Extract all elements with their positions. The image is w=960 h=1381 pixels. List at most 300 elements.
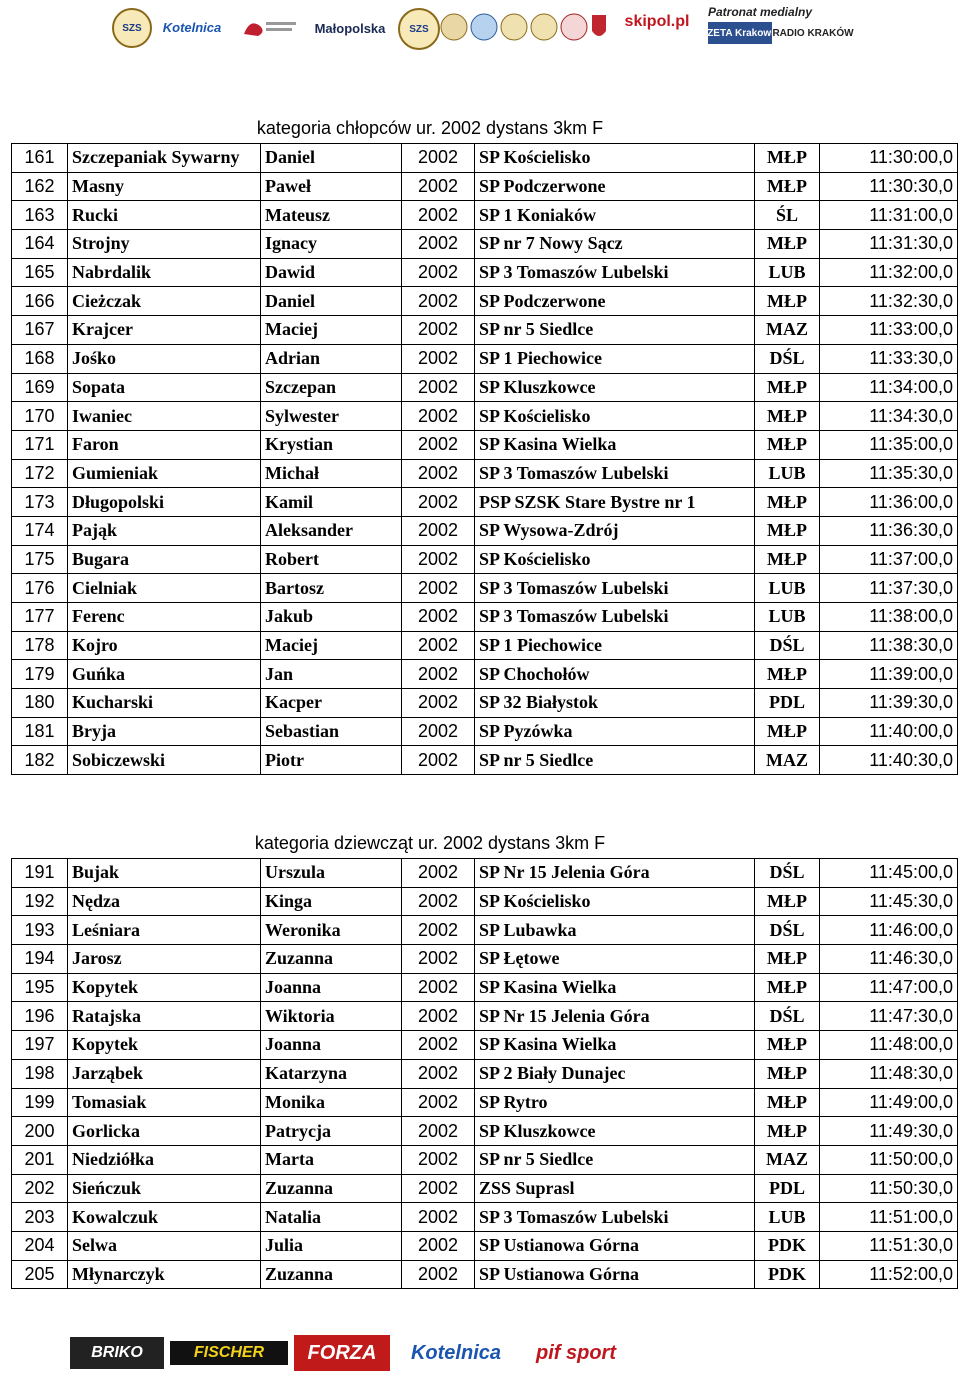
table-row (12, 1002, 958, 1031)
coat-of-arms-icons (440, 10, 610, 44)
start-time-cell: 11:50:30,0 (820, 1174, 958, 1203)
first-name-cell: Szczepan (261, 373, 402, 402)
surname-cell: Bugara (68, 545, 261, 574)
first-name-cell: Zuzanna (261, 945, 402, 974)
bib-number-cell: 201 (12, 1145, 68, 1174)
birth-year-cell: 2002 (402, 717, 475, 746)
surname-cell: Selwa (68, 1231, 261, 1260)
table-row (12, 1203, 958, 1232)
start-time-cell: 11:36:00,0 (820, 488, 958, 517)
surname-cell: Ratajska (68, 1002, 261, 1031)
first-name-cell: Urszula (261, 859, 402, 888)
table-row (12, 373, 958, 402)
birth-year-cell: 2002 (402, 1117, 475, 1146)
start-time-cell: 11:39:30,0 (820, 689, 958, 718)
start-time-cell: 11:30:30,0 (820, 172, 958, 201)
surname-cell: Długopolski (68, 488, 261, 517)
region-cell: DŚL (755, 1002, 820, 1031)
start-time-cell: 11:47:00,0 (820, 973, 958, 1002)
bib-number-cell: 161 (12, 144, 68, 173)
birth-year-cell: 2002 (402, 660, 475, 689)
start-time-cell: 11:34:00,0 (820, 373, 958, 402)
region-cell: MŁP (755, 1059, 820, 1088)
region-cell: MŁP (755, 660, 820, 689)
start-time-cell: 11:33:00,0 (820, 316, 958, 345)
bib-number-cell: 164 (12, 230, 68, 259)
table-row (12, 887, 958, 916)
first-name-cell: Zuzanna (261, 1260, 402, 1289)
first-name-cell: Robert (261, 545, 402, 574)
school-cell: SP 3 Tomaszów Lubelski (475, 258, 755, 287)
region-cell: MŁP (755, 545, 820, 574)
first-name-cell: Sylwester (261, 402, 402, 431)
start-time-cell: 11:31:00,0 (820, 201, 958, 230)
school-cell: SP Nr 15 Jelenia Góra (475, 859, 755, 888)
bib-number-cell: 197 (12, 1031, 68, 1060)
table-row (12, 258, 958, 287)
birth-year-cell: 2002 (402, 1002, 475, 1031)
surname-cell: Pająk (68, 516, 261, 545)
first-name-cell: Joanna (261, 973, 402, 1002)
birth-year-cell: 2002 (402, 430, 475, 459)
region-cell: MŁP (755, 488, 820, 517)
first-name-cell: Paweł (261, 172, 402, 201)
bib-number-cell: 196 (12, 1002, 68, 1031)
school-cell: SP Ustianowa Górna (475, 1260, 755, 1289)
first-name-cell: Michał (261, 459, 402, 488)
table-row (12, 144, 958, 173)
surname-cell: Jarząbek (68, 1059, 261, 1088)
start-time-cell: 11:49:30,0 (820, 1117, 958, 1146)
boys-category-title: kategoria chłopców ur. 2002 dystans 3km F (256, 118, 604, 138)
surname-cell: Młynarczyk (68, 1260, 261, 1289)
bib-number-cell: 193 (12, 916, 68, 945)
school-cell: SP Chochołów (475, 660, 755, 689)
birth-year-cell: 2002 (402, 344, 475, 373)
school-cell: SP 1 Koniaków (475, 201, 755, 230)
birth-year-cell: 2002 (402, 172, 475, 201)
kotelnica-logo: Kotelnica (162, 19, 222, 35)
surname-cell: Gumieniak (68, 459, 261, 488)
region-cell: LUB (755, 459, 820, 488)
first-name-cell: Natalia (261, 1203, 402, 1232)
first-name-cell: Daniel (261, 144, 402, 173)
surname-cell: Masny (68, 172, 261, 201)
table-row (12, 1117, 958, 1146)
surname-cell: Rucki (68, 201, 261, 230)
surname-cell: Cielniak (68, 574, 261, 603)
start-time-cell: 11:52:00,0 (820, 1260, 958, 1289)
first-name-cell: Kamil (261, 488, 402, 517)
birth-year-cell: 2002 (402, 603, 475, 632)
table-row (12, 660, 958, 689)
surname-cell: Ferenc (68, 603, 261, 632)
first-name-cell: Maciej (261, 316, 402, 345)
fischer-logo: FISCHER (170, 1341, 288, 1365)
bib-number-cell: 172 (12, 459, 68, 488)
surname-cell: Kowalczuk (68, 1203, 261, 1232)
start-time-cell: 11:48:00,0 (820, 1031, 958, 1060)
region-cell: LUB (755, 1203, 820, 1232)
table-row (12, 230, 958, 259)
bib-number-cell: 204 (12, 1231, 68, 1260)
table-row (12, 172, 958, 201)
first-name-cell: Aleksander (261, 516, 402, 545)
region-cell: MŁP (755, 230, 820, 259)
birth-year-cell: 2002 (402, 574, 475, 603)
school-cell: SP Łętowe (475, 945, 755, 974)
start-time-cell: 11:45:00,0 (820, 859, 958, 888)
school-cell: SP Kościelisko (475, 887, 755, 916)
briko-logo: BRIKO (70, 1337, 164, 1369)
school-cell: SP Kościelisko (475, 144, 755, 173)
start-time-cell: 11:46:00,0 (820, 916, 958, 945)
first-name-cell: Maciej (261, 631, 402, 660)
first-name-cell: Zuzanna (261, 1174, 402, 1203)
region-cell: DŚL (755, 631, 820, 660)
school-cell: SP 1 Piechowice (475, 344, 755, 373)
school-cell: PSP SZSK Stare Bystre nr 1 (475, 488, 755, 517)
surname-cell: Szczepaniak Sywarny (68, 144, 261, 173)
surname-cell: Sobiczewski (68, 746, 261, 775)
school-cell: SP Podczerwone (475, 287, 755, 316)
surname-cell: Kopytek (68, 1031, 261, 1060)
bib-number-cell: 199 (12, 1088, 68, 1117)
bib-number-cell: 178 (12, 631, 68, 660)
birth-year-cell: 2002 (402, 916, 475, 945)
first-name-cell: Kinga (261, 887, 402, 916)
region-cell: MŁP (755, 1031, 820, 1060)
first-name-cell: Piotr (261, 746, 402, 775)
first-name-cell: Krystian (261, 430, 402, 459)
header-logo-strip (0, 0, 960, 58)
ministry-logo (240, 14, 300, 40)
school-cell: SP Kościelisko (475, 402, 755, 431)
surname-cell: Bujak (68, 859, 261, 888)
start-time-cell: 11:36:30,0 (820, 516, 958, 545)
start-time-cell: 11:33:30,0 (820, 344, 958, 373)
region-cell: MŁP (755, 945, 820, 974)
table-row (12, 430, 958, 459)
start-time-cell: 11:45:30,0 (820, 887, 958, 916)
bib-number-cell: 191 (12, 859, 68, 888)
birth-year-cell: 2002 (402, 516, 475, 545)
bib-number-cell: 203 (12, 1203, 68, 1232)
birth-year-cell: 2002 (402, 373, 475, 402)
surname-cell: Gorlicka (68, 1117, 261, 1146)
birth-year-cell: 2002 (402, 1203, 475, 1232)
region-cell: MŁP (755, 973, 820, 1002)
start-time-cell: 11:50:00,0 (820, 1145, 958, 1174)
birth-year-cell: 2002 (402, 859, 475, 888)
table-row (12, 488, 958, 517)
pif-sport-logo: pif sport (536, 1341, 616, 1364)
school-cell: ZSS Suprasl (475, 1174, 755, 1203)
birth-year-cell: 2002 (402, 746, 475, 775)
region-cell: LUB (755, 603, 820, 632)
bib-number-cell: 162 (12, 172, 68, 201)
school-cell: SP 32 Białystok (475, 689, 755, 718)
start-time-cell: 11:38:00,0 (820, 603, 958, 632)
malopolska-logo: Małopolska (314, 20, 386, 36)
first-name-cell: Ignacy (261, 230, 402, 259)
patronat-medialny-label: Patronat medialny (708, 5, 813, 19)
radio-krakow-logo: RADIO KRAKÓW (772, 27, 854, 39)
birth-year-cell: 2002 (402, 201, 475, 230)
table-row (12, 574, 958, 603)
birth-year-cell: 2002 (402, 689, 475, 718)
birth-year-cell: 2002 (402, 402, 475, 431)
birth-year-cell: 2002 (402, 230, 475, 259)
forza-sport-logo: FORZA (294, 1335, 390, 1371)
first-name-cell: Adrian (261, 344, 402, 373)
sponsor-logo-strip (0, 1333, 960, 1375)
first-name-cell: Wiktoria (261, 1002, 402, 1031)
surname-cell: Sieńczuk (68, 1174, 261, 1203)
region-cell: MAZ (755, 1145, 820, 1174)
bib-number-cell: 192 (12, 887, 68, 916)
birth-year-cell: 2002 (402, 459, 475, 488)
table-row (12, 459, 958, 488)
ministry-emblem-icon (240, 14, 300, 40)
birth-year-cell: 2002 (402, 973, 475, 1002)
birth-year-cell: 2002 (402, 144, 475, 173)
school-cell: SP Nr 15 Jelenia Góra (475, 1002, 755, 1031)
region-cell: MŁP (755, 402, 820, 431)
bib-number-cell: 167 (12, 316, 68, 345)
surname-cell: Iwaniec (68, 402, 261, 431)
school-cell: SP Kasina Wielka (475, 973, 755, 1002)
first-name-cell: Jan (261, 660, 402, 689)
start-time-cell: 11:34:30,0 (820, 402, 958, 431)
birth-year-cell: 2002 (402, 1088, 475, 1117)
table-row (12, 746, 958, 775)
region-cell: MŁP (755, 144, 820, 173)
bib-number-cell: 195 (12, 973, 68, 1002)
start-time-cell: 11:51:30,0 (820, 1231, 958, 1260)
birth-year-cell: 2002 (402, 1031, 475, 1060)
bib-number-cell: 182 (12, 746, 68, 775)
region-cell: MAZ (755, 316, 820, 345)
region-cell: MŁP (755, 1117, 820, 1146)
start-time-cell: 11:31:30,0 (820, 230, 958, 259)
surname-cell: Nędza (68, 887, 261, 916)
bib-number-cell: 198 (12, 1059, 68, 1088)
birth-year-cell: 2002 (402, 887, 475, 916)
boys-results-table (11, 143, 958, 775)
region-cell: MŁP (755, 1088, 820, 1117)
school-cell: SP Kasina Wielka (475, 1031, 755, 1060)
table-row (12, 689, 958, 718)
school-cell: SP Wysowa-Zdrój (475, 516, 755, 545)
first-name-cell: Bartosz (261, 574, 402, 603)
birth-year-cell: 2002 (402, 1174, 475, 1203)
region-cell: PDL (755, 1174, 820, 1203)
school-cell: SP 3 Tomaszów Lubelski (475, 459, 755, 488)
birth-year-cell: 2002 (402, 1231, 475, 1260)
start-time-cell: 11:37:00,0 (820, 545, 958, 574)
first-name-cell: Kacper (261, 689, 402, 718)
table-row (12, 402, 958, 431)
surname-cell: Leśniara (68, 916, 261, 945)
bib-number-cell: 163 (12, 201, 68, 230)
region-cell: LUB (755, 574, 820, 603)
start-time-cell: 11:39:00,0 (820, 660, 958, 689)
table-row (12, 201, 958, 230)
table-row (12, 973, 958, 1002)
school-cell: SP Lubawka (475, 916, 755, 945)
table-row (12, 316, 958, 345)
bib-number-cell: 166 (12, 287, 68, 316)
surname-cell: Faron (68, 430, 261, 459)
surname-cell: Kojro (68, 631, 261, 660)
surname-cell: Tomasiak (68, 1088, 261, 1117)
school-cell: SP nr 7 Nowy Sącz (475, 230, 755, 259)
bib-number-cell: 175 (12, 545, 68, 574)
first-name-cell: Dawid (261, 258, 402, 287)
surname-cell: Cieżczak (68, 287, 261, 316)
start-time-cell: 11:30:00,0 (820, 144, 958, 173)
birth-year-cell: 2002 (402, 488, 475, 517)
bib-number-cell: 168 (12, 344, 68, 373)
girls-category-title: kategoria dziewcząt ur. 2002 dystans 3km F (254, 833, 606, 853)
first-name-cell: Jakub (261, 603, 402, 632)
region-cell: MAZ (755, 746, 820, 775)
school-cell: SP Pyzówka (475, 717, 755, 746)
table-row (12, 344, 958, 373)
surname-cell: Guńka (68, 660, 261, 689)
surname-cell: Sopata (68, 373, 261, 402)
surname-cell: Strojny (68, 230, 261, 259)
table-row (12, 1231, 958, 1260)
surname-cell: Jarosz (68, 945, 261, 974)
region-cell: DŚL (755, 344, 820, 373)
start-time-cell: 11:49:00,0 (820, 1088, 958, 1117)
region-cell: MŁP (755, 172, 820, 201)
school-cell: SP 3 Tomaszów Lubelski (475, 603, 755, 632)
birth-year-cell: 2002 (402, 1145, 475, 1174)
birth-year-cell: 2002 (402, 545, 475, 574)
region-cell: LUB (755, 258, 820, 287)
surname-cell: Bryja (68, 717, 261, 746)
school-cell: SP Kasina Wielka (475, 430, 755, 459)
birth-year-cell: 2002 (402, 316, 475, 345)
school-cell: SP 1 Piechowice (475, 631, 755, 660)
start-time-cell: 11:48:30,0 (820, 1059, 958, 1088)
bib-number-cell: 170 (12, 402, 68, 431)
start-time-cell: 11:35:30,0 (820, 459, 958, 488)
skipol-logo: skipol.pl (624, 13, 690, 30)
table-row (12, 916, 958, 945)
first-name-cell: Daniel (261, 287, 402, 316)
table-row (12, 1088, 958, 1117)
school-cell: SP nr 5 Siedlce (475, 746, 755, 775)
birth-year-cell: 2002 (402, 258, 475, 287)
coats-of-arms-row (440, 10, 610, 44)
bib-number-cell: 165 (12, 258, 68, 287)
first-name-cell: Weronika (261, 916, 402, 945)
table-row (12, 287, 958, 316)
birth-year-cell: 2002 (402, 1059, 475, 1088)
region-cell: ŚL (755, 201, 820, 230)
school-cell: SP Kluszkowce (475, 373, 755, 402)
table-row (12, 859, 958, 888)
region-cell: MŁP (755, 717, 820, 746)
start-time-cell: 11:51:00,0 (820, 1203, 958, 1232)
bib-number-cell: 177 (12, 603, 68, 632)
region-cell: MŁP (755, 516, 820, 545)
region-cell: PDK (755, 1231, 820, 1260)
table-row (12, 545, 958, 574)
start-time-cell: 11:32:00,0 (820, 258, 958, 287)
bib-number-cell: 200 (12, 1117, 68, 1146)
bib-number-cell: 179 (12, 660, 68, 689)
first-name-cell: Marta (261, 1145, 402, 1174)
szs-badge-logo: SZS (398, 8, 440, 50)
start-time-cell: 11:38:30,0 (820, 631, 958, 660)
region-cell: PDL (755, 689, 820, 718)
school-cell: SP Kościelisko (475, 545, 755, 574)
school-cell: SP Ustianowa Górna (475, 1231, 755, 1260)
bib-number-cell: 171 (12, 430, 68, 459)
region-cell: MŁP (755, 430, 820, 459)
start-time-cell: 11:37:30,0 (820, 574, 958, 603)
first-name-cell: Joanna (261, 1031, 402, 1060)
bib-number-cell: 174 (12, 516, 68, 545)
table-row (12, 1059, 958, 1088)
girls-results-table (11, 858, 958, 1289)
school-cell: SP nr 5 Siedlce (475, 1145, 755, 1174)
bib-number-cell: 181 (12, 717, 68, 746)
start-time-cell: 11:35:00,0 (820, 430, 958, 459)
start-time-cell: 11:32:30,0 (820, 287, 958, 316)
surname-cell: Niedziółka (68, 1145, 261, 1174)
bib-number-cell: 176 (12, 574, 68, 603)
school-cell: SP 2 Biały Dunajec (475, 1059, 755, 1088)
first-name-cell: Sebastian (261, 717, 402, 746)
school-cell: SP Podczerwone (475, 172, 755, 201)
table-row (12, 1031, 958, 1060)
surname-cell: Kucharski (68, 689, 261, 718)
gazeta-krakowska-logo: GAZETA Krakowska (708, 22, 772, 44)
surname-cell: Krajcer (68, 316, 261, 345)
region-cell: MŁP (755, 887, 820, 916)
table-row (12, 717, 958, 746)
bib-number-cell: 194 (12, 945, 68, 974)
region-cell: DŚL (755, 859, 820, 888)
table-row (12, 603, 958, 632)
bib-number-cell: 173 (12, 488, 68, 517)
region-cell: MŁP (755, 287, 820, 316)
table-row (12, 945, 958, 974)
school-cell: SP 3 Tomaszów Lubelski (475, 1203, 755, 1232)
first-name-cell: Mateusz (261, 201, 402, 230)
school-cell: SP nr 5 Siedlce (475, 316, 755, 345)
region-cell: MŁP (755, 373, 820, 402)
region-cell: PDK (755, 1260, 820, 1289)
bib-number-cell: 202 (12, 1174, 68, 1203)
region-cell: DŚL (755, 916, 820, 945)
school-cell: SP 3 Tomaszów Lubelski (475, 574, 755, 603)
first-name-cell: Julia (261, 1231, 402, 1260)
szs-logo: SZS (112, 8, 152, 48)
table-row (12, 631, 958, 660)
start-time-cell: 11:40:00,0 (820, 717, 958, 746)
surname-cell: Jośko (68, 344, 261, 373)
first-name-cell: Monika (261, 1088, 402, 1117)
surname-cell: Nabrdalik (68, 258, 261, 287)
birth-year-cell: 2002 (402, 631, 475, 660)
